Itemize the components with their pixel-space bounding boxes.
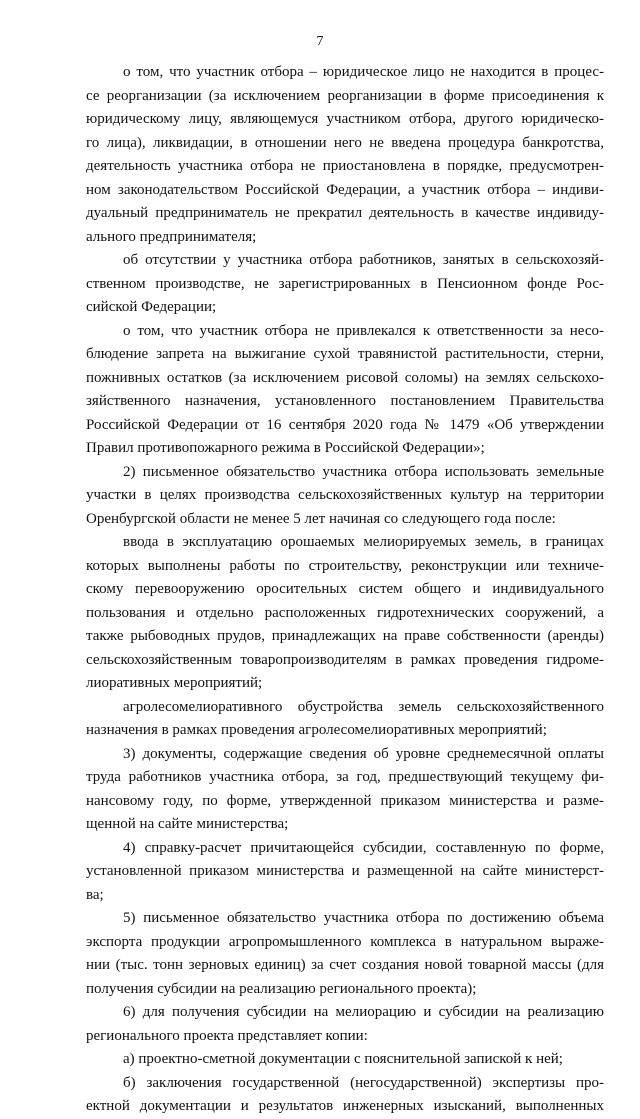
text-line: ва; [86, 886, 104, 903]
text-line: сельскохозяйственным товаропроизводителям в рамках проведения гидроме- [86, 651, 604, 668]
text-line: б) заключения государственной (негосударственной) экспертизы про- [123, 1074, 604, 1091]
text-line: установленной приказом министерства и размещенной на сайте министерст- [86, 863, 604, 879]
text-line: Правил противопожарного режима в Российской Федерации»; [86, 440, 485, 456]
text-line: регионального проекта представляет копии: [86, 1027, 368, 1044]
body-text [86, 61, 604, 1119]
text-line: се реорганизации (за исключением реорганизации в форме присоединения к [86, 87, 604, 104]
text-line: которых выполнены работы по строительству, реконструкции или техниче- [86, 557, 604, 574]
text-line: скому перевооружению оросительных систем общего и индивидуального [86, 581, 604, 597]
text-line: 5) письменное обязательство участника отбора по достижению объема [123, 910, 604, 926]
text-line: также рыбоводных прудов, принадлежащих на праве собственности (аренды) [86, 628, 604, 644]
text-line: Российской Федерации от 16 сентября 2020 года № 1479 «Об утверждении [86, 416, 604, 433]
text-line: го лица), ликвидации, в отношении него не введена процедура банкротства, [86, 134, 604, 151]
text-line: о том, что участник отбора – юридическое лицо не находится в процес- [123, 64, 604, 80]
text-line: экспорта продукции агропромышленного комплекса в натуральном выраже- [86, 933, 604, 950]
text-line: деятельность участника отбора не приостановлена в порядке, предусмотрен- [86, 158, 604, 174]
text-line: труда работников участника отбора, за год, предшествующий текущему фи- [86, 769, 604, 785]
text-line: участки в целях производства сельскохозяйственных культур на территории [86, 487, 604, 503]
text-line: пользования и отдельно расположенных гидротехнических сооружений, а [86, 604, 604, 621]
text-line: о том, что участник отбора не привлекался к ответственности за несо- [123, 322, 604, 339]
text-line: блюдение запрета на выжигание сухой травянистой растительности, стерни, [86, 346, 604, 362]
text-line: Оренбургской области не менее 5 лет начиная со следующего года после: [86, 510, 556, 527]
text-line: 4) справку-расчет причитающейся субсидии, составленную по форме, [123, 839, 604, 856]
text-line: пожнивных остатков (за исключением рисовой соломы) на землях сельскохо- [86, 369, 604, 386]
text-line: ственном производстве, не зарегистрированных в Пенсионном фонде Рос- [86, 275, 604, 292]
text-line: об отсутствии у участника отбора работников, занятых в сельскохозяй- [123, 252, 604, 268]
text-line: 3) документы, содержащие сведения об уровне среднемесячной оплаты [123, 745, 604, 762]
text-line: щенной на сайте министерства; [86, 816, 289, 832]
page-number: 7 [316, 34, 324, 49]
text-line: сийской Федерации; [86, 299, 217, 315]
text-line: агролесомелиоративного обустройства земель сельскохозяйственного [123, 698, 604, 715]
text-line: ектной документации и результатов инженерных изысканий, выполненных [86, 1098, 604, 1114]
text-line: 6) для получения субсидии на мелиорацию и субсидии на реализацию [123, 1004, 604, 1020]
text-line: юридическому лицу, являющемуся участником отбора, другого юридическо- [86, 111, 604, 127]
text-line: дуальный предприниматель не прекратил деятельность в качестве индивиду- [86, 205, 604, 221]
text-line: лиоративных мероприятий; [86, 675, 263, 691]
text-line: получения субсидии на реализацию регионального проекта); [86, 980, 477, 997]
text-line: ввода в эксплуатацию орошаемых мелиорируемых земель, в границах [123, 534, 604, 550]
text-line: а) проектно-сметной документации с пояснительной запиской к ней; [123, 1051, 563, 1067]
text-line: нии (тыс. тонн зерновых единиц) за счет создания новой товарной массы (для [86, 957, 604, 973]
text-line: нансовому году, по форме, утвержденной приказом министерства и разме- [86, 792, 604, 809]
text-line: зяйственного назначения, установленного постановлением Правительства [86, 393, 604, 409]
text-line: назначения в рамках проведения агролесомелиоративных мероприятий; [86, 722, 547, 738]
text-line: ального предпринимателя; [86, 228, 257, 245]
text-line: 2) письменное обязательство участника отбора использовать земельные [123, 463, 604, 480]
text-line: ном законодательством Российской Федерации, а участник отбора – индиви- [86, 181, 604, 198]
